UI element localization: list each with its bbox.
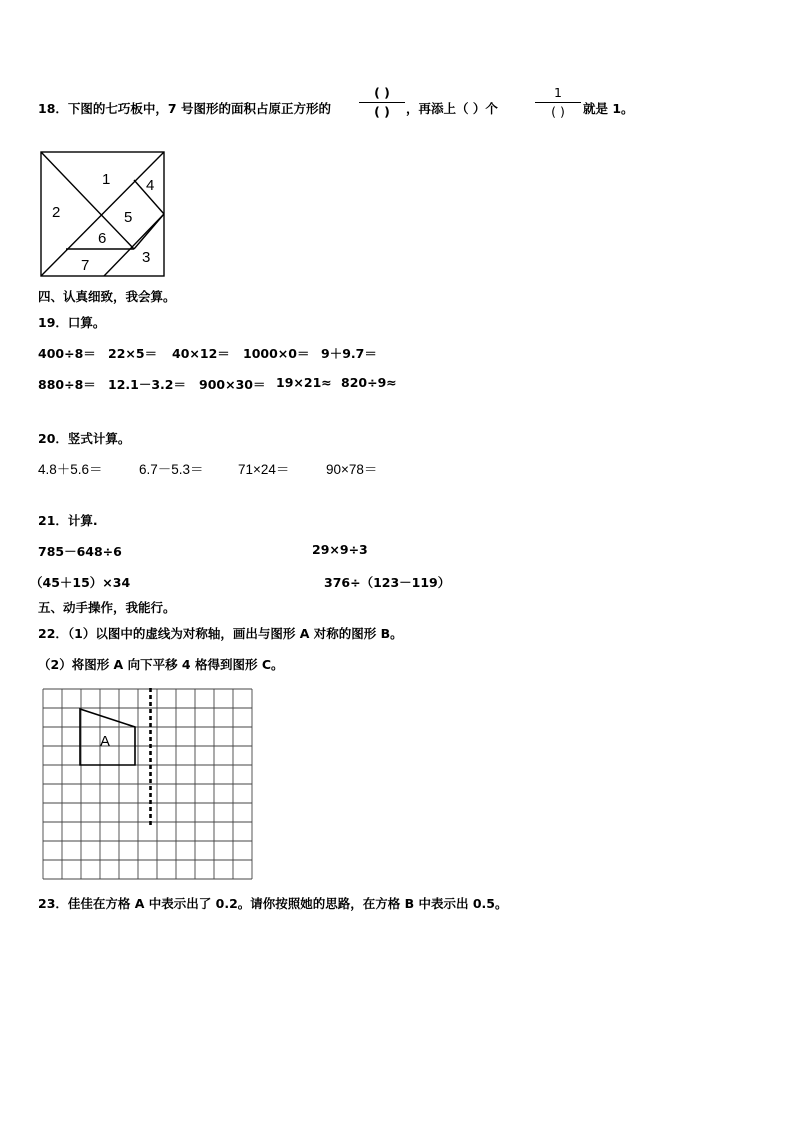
q19-item-2-5: 820÷9≈ <box>341 375 397 390</box>
grid-lines <box>43 689 252 879</box>
q18-fraction-2-denominator: ( ) <box>551 104 565 119</box>
q22-part-2: （2）将图形 A 向下平移 4 格得到图形 C。 <box>38 657 284 672</box>
q18-fraction-2-numerator: 1 <box>554 85 562 100</box>
q20-item-2: 6.7－5.3＝ <box>139 462 204 477</box>
q18-fraction-2 <box>534 85 582 120</box>
tangram-label-5: 5 <box>124 209 133 226</box>
tangram-figure <box>38 150 168 278</box>
tangram-label-2: 2 <box>52 204 61 221</box>
q19-title: 19．口算。 <box>38 315 106 330</box>
tangram-label-4: 4 <box>146 177 155 194</box>
q19-item-1-1: 400÷8＝ <box>38 346 96 361</box>
tangram-label-1: 1 <box>102 171 111 188</box>
q21-item-1: 785－648÷6 <box>38 544 122 559</box>
q19-item-1-3: 40×12＝ <box>172 346 230 361</box>
grid-figure <box>42 688 260 880</box>
q20-item-1: 4.8＋5.6＝ <box>38 462 103 477</box>
q18-fraction-1-denominator: ( ) <box>374 104 390 119</box>
q19-item-2-3: 900×30＝ <box>199 377 266 392</box>
q21-item-4: 376÷（123－119） <box>324 575 451 590</box>
q20-item-3: 71×24＝ <box>238 462 290 477</box>
q21-item-2: 29×9÷3 <box>312 542 368 557</box>
q19-item-2-1: 880÷8＝ <box>38 377 96 392</box>
section-5-title: 五、动手操作，我能行。 <box>38 600 176 615</box>
tangram-label-3: 3 <box>142 249 151 266</box>
q21-item-3: （45＋15）×34 <box>30 575 131 590</box>
q18-text-c: 就是 1。 <box>583 101 634 116</box>
q19-item-1-4: 1000×0＝ <box>243 346 310 361</box>
q18-fraction-1 <box>358 85 406 120</box>
shape-a-label: A <box>100 733 111 750</box>
q19-item-1-5: 9＋9.7＝ <box>321 346 377 361</box>
q19-item-1-2: 22×5＝ <box>108 346 158 361</box>
q23-text: 23．佳佳在方格 A 中表示出了 0.2。请你按照她的思路，在方格 B 中表示出 0.5。 <box>38 896 508 911</box>
q19-item-2-4: 19×21≈ <box>276 375 332 390</box>
q20-item-4: 90×78＝ <box>326 462 378 477</box>
q21-title: 21．计算. <box>38 513 98 528</box>
q19-item-2-2: 12.1－3.2＝ <box>108 377 186 392</box>
tangram-label-7: 7 <box>81 257 90 274</box>
q22-part-1: 22．（1）以图中的虚线为对称轴，画出与图形 A 对称的图形 B。 <box>38 626 403 641</box>
section-4-title: 四、认真细致，我会算。 <box>38 289 176 304</box>
q20-title: 20．竖式计算。 <box>38 431 131 446</box>
q18-text-b: ，再添上（ ）个 <box>406 101 498 116</box>
q18-fraction-1-numerator: ( ) <box>374 85 390 100</box>
tangram-label-6: 6 <box>98 230 107 247</box>
q18-text-a: 18．下图的七巧板中，7 号图形的面积占原正方形的 <box>38 101 331 116</box>
